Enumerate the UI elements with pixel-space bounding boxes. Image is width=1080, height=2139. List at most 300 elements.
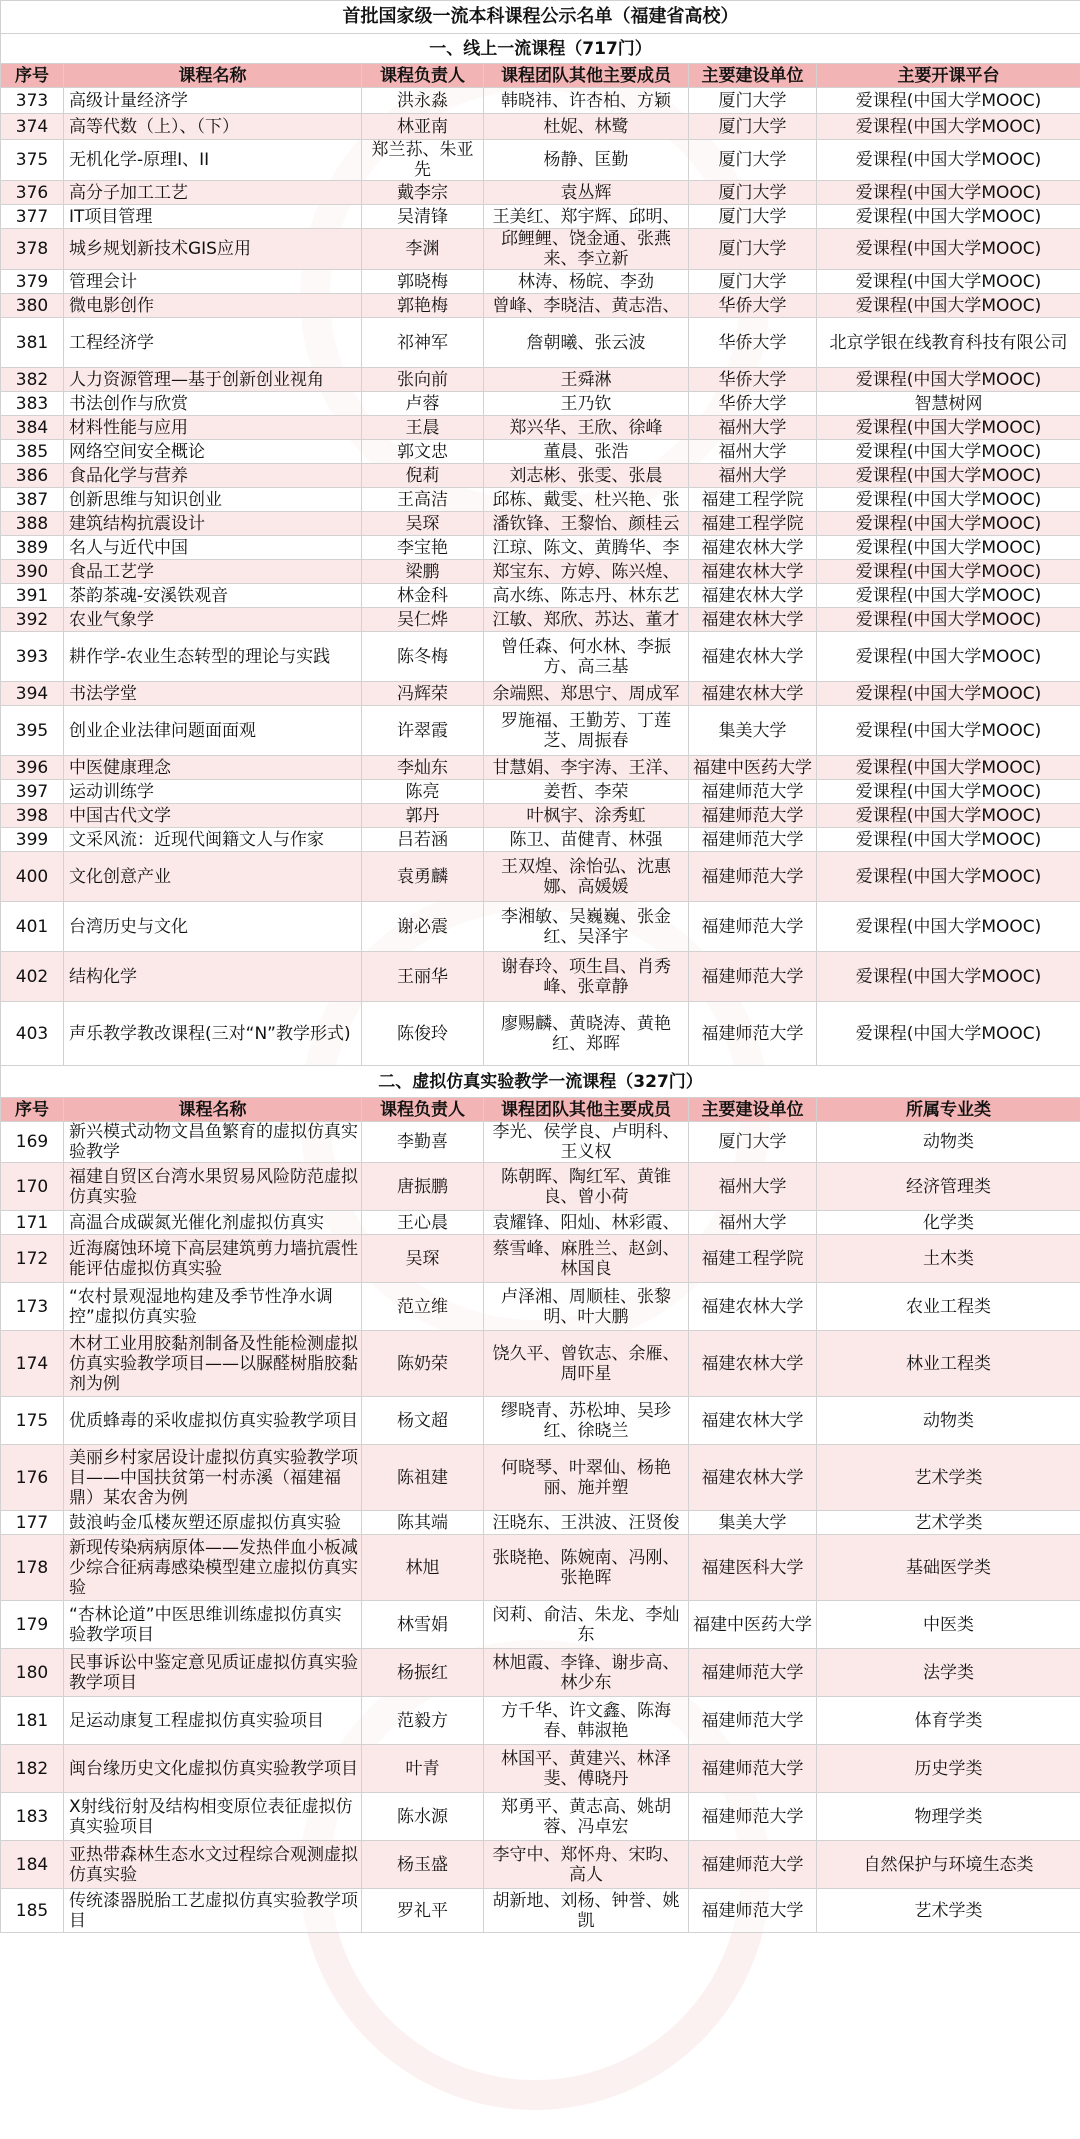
table-row xyxy=(1,368,1080,392)
seq-cell: 399 xyxy=(1,828,64,852)
course-name-cell: 高等代数（上）、（下） xyxy=(64,114,362,140)
table-row xyxy=(1,1331,1080,1397)
institution-cell: 福建师范大学 xyxy=(689,1889,817,1933)
seq-cell: 374 xyxy=(1,114,64,140)
course-name-cell: 新现传染病病原体——发热伴血小板减少综合征病毒感染模型建立虚拟仿真实验 xyxy=(64,1535,362,1601)
team-members-cell: 陈卫、苗健青、林强 xyxy=(484,828,689,852)
institution-cell: 福建农林大学 xyxy=(689,560,817,584)
seq-cell: 378 xyxy=(1,229,64,270)
leader-cell: 吴清锋 xyxy=(362,205,484,229)
platform-cell: 艺术学类 xyxy=(817,1511,1080,1535)
table-row xyxy=(1,1745,1080,1793)
seq-cell: 183 xyxy=(1,1793,64,1841)
team-members-cell: 李光、侯学良、卢明科、王义权 xyxy=(484,1122,689,1163)
column-header: 主要建设单位 xyxy=(689,1098,817,1122)
seq-cell: 391 xyxy=(1,584,64,608)
team-members-cell: 蔡雪峰、麻胜兰、赵剑、林国良 xyxy=(484,1235,689,1283)
course-name-cell: X射线衍射及结构相变原位表征虚拟仿真实验项目 xyxy=(64,1793,362,1841)
platform-cell: 基础医学类 xyxy=(817,1535,1080,1601)
table-row xyxy=(1,294,1080,318)
seq-cell: 388 xyxy=(1,512,64,536)
leader-cell: 祁神军 xyxy=(362,318,484,368)
table-row xyxy=(1,1445,1080,1511)
team-members-cell: 詹朝曦、张云波 xyxy=(484,318,689,368)
course-name-cell: “农村景观湿地构建及季节性净水调控”虚拟仿真实验 xyxy=(64,1283,362,1331)
table-row xyxy=(1,1397,1080,1445)
seq-cell: 170 xyxy=(1,1163,64,1211)
seq-cell: 382 xyxy=(1,368,64,392)
table-row xyxy=(1,756,1080,780)
platform-cell: 爱课程(中国大学MOOC) xyxy=(817,952,1080,1002)
seq-cell: 392 xyxy=(1,608,64,632)
course-name-cell: 微电影创作 xyxy=(64,294,362,318)
course-name-cell: 鼓浪屿金瓜楼灰塑还原虚拟仿真实验 xyxy=(64,1511,362,1535)
team-members-cell: 韩晓祎、许杏柏、方颖 xyxy=(484,88,689,114)
seq-cell: 380 xyxy=(1,294,64,318)
institution-cell: 福建中医药大学 xyxy=(689,1601,817,1649)
course-name-cell: 食品工艺学 xyxy=(64,560,362,584)
platform-cell: 爱课程(中国大学MOOC) xyxy=(817,512,1080,536)
seq-cell: 401 xyxy=(1,902,64,952)
column-header: 课程负责人 xyxy=(362,64,484,88)
seq-cell: 175 xyxy=(1,1397,64,1445)
team-members-cell: 邱栋、戴雯、杜兴艳、张 xyxy=(484,488,689,512)
institution-cell: 集美大学 xyxy=(689,706,817,756)
team-members-cell: 邱鲤鲤、饶金通、张燕来、李立新 xyxy=(484,229,689,270)
team-members-cell: 张晓艳、陈婉南、冯刚、张艳晖 xyxy=(484,1535,689,1601)
course-name-cell: 木材工业用胶黏剂制备及性能检测虚拟仿真实验教学项目——以脲醛树脂胶黏剂为例 xyxy=(64,1331,362,1397)
leader-cell: 吴琛 xyxy=(362,1235,484,1283)
team-members-cell: 林国平、黄建兴、林泽斐、傅晓丹 xyxy=(484,1745,689,1793)
course-name-cell: 耕作学-农业生态转型的理论与实践 xyxy=(64,632,362,682)
table-row xyxy=(1,1163,1080,1211)
platform-cell: 爱课程(中国大学MOOC) xyxy=(817,140,1080,181)
institution-cell: 集美大学 xyxy=(689,1511,817,1535)
institution-cell: 福建农林大学 xyxy=(689,608,817,632)
table-row xyxy=(1,88,1080,114)
platform-cell: 爱课程(中国大学MOOC) xyxy=(817,536,1080,560)
platform-cell: 爱课程(中国大学MOOC) xyxy=(817,828,1080,852)
institution-cell: 华侨大学 xyxy=(689,392,817,416)
table-row xyxy=(1,1697,1080,1745)
leader-cell: 陈冬梅 xyxy=(362,632,484,682)
course-name-cell: 近海腐蚀环境下高层建筑剪力墙抗震性能评估虚拟仿真实验 xyxy=(64,1235,362,1283)
course-name-cell: 高分子加工工艺 xyxy=(64,181,362,205)
team-members-cell: 王美红、郑宇辉、邱明、 xyxy=(484,205,689,229)
table-row xyxy=(1,780,1080,804)
leader-cell: 陈俊玲 xyxy=(362,1002,484,1066)
seq-cell: 376 xyxy=(1,181,64,205)
table-row xyxy=(1,1122,1080,1163)
table-row xyxy=(1,608,1080,632)
seq-cell: 395 xyxy=(1,706,64,756)
institution-cell: 福建工程学院 xyxy=(689,488,817,512)
course-name-cell: 书法学堂 xyxy=(64,682,362,706)
team-members-cell: 江敏、郑欣、苏达、董才 xyxy=(484,608,689,632)
leader-cell: 吕若涵 xyxy=(362,828,484,852)
seq-cell: 390 xyxy=(1,560,64,584)
institution-cell: 福建师范大学 xyxy=(689,902,817,952)
platform-cell: 爱课程(中国大学MOOC) xyxy=(817,488,1080,512)
seq-cell: 377 xyxy=(1,205,64,229)
platform-cell: 物理学类 xyxy=(817,1793,1080,1841)
institution-cell: 福建农林大学 xyxy=(689,1445,817,1511)
leader-cell: 卢蓉 xyxy=(362,392,484,416)
course-name-cell: 高温合成碳氮光催化剂虚拟仿真实 xyxy=(64,1211,362,1235)
table-row xyxy=(1,1283,1080,1331)
course-name-cell: 优质蜂毒的采收虚拟仿真实验教学项目 xyxy=(64,1397,362,1445)
platform-cell: 爱课程(中国大学MOOC) xyxy=(817,464,1080,488)
table-row xyxy=(1,804,1080,828)
platform-cell: 法学类 xyxy=(817,1649,1080,1697)
platform-cell: 爱课程(中国大学MOOC) xyxy=(817,682,1080,706)
institution-cell: 福建师范大学 xyxy=(689,828,817,852)
table-row xyxy=(1,952,1080,1002)
course-name-cell: 民事诉讼中鉴定意见质证虚拟仿真实验教学项目 xyxy=(64,1649,362,1697)
course-name-cell: 材料性能与应用 xyxy=(64,416,362,440)
table-row xyxy=(1,229,1080,270)
table-row xyxy=(1,1235,1080,1283)
leader-cell: 陈其端 xyxy=(362,1511,484,1535)
leader-cell: 郭文忠 xyxy=(362,440,484,464)
institution-cell: 福州大学 xyxy=(689,416,817,440)
platform-cell: 爱课程(中国大学MOOC) xyxy=(817,1002,1080,1066)
seq-cell: 387 xyxy=(1,488,64,512)
team-members-cell: 廖赐麟、黄晓涛、黄艳红、郑晖 xyxy=(484,1002,689,1066)
team-members-cell: 郑兴华、王欣、徐峰 xyxy=(484,416,689,440)
institution-cell: 福建农林大学 xyxy=(689,536,817,560)
table-row xyxy=(1,488,1080,512)
platform-cell: 爱课程(中国大学MOOC) xyxy=(817,181,1080,205)
institution-cell: 福建工程学院 xyxy=(689,512,817,536)
institution-cell: 福建师范大学 xyxy=(689,1841,817,1889)
platform-cell: 北京学银在线教育科技有限公司 xyxy=(817,318,1080,368)
seq-cell: 398 xyxy=(1,804,64,828)
course-name-cell: 文采风流：近现代闽籍文人与作家 xyxy=(64,828,362,852)
leader-cell: 李渊 xyxy=(362,229,484,270)
leader-cell: 郑兰荪、朱亚先 xyxy=(362,140,484,181)
seq-cell: 381 xyxy=(1,318,64,368)
team-members-cell: 叶枫宇、涂秀虹 xyxy=(484,804,689,828)
team-members-cell: 袁耀锋、阳灿、林彩霞、 xyxy=(484,1211,689,1235)
table-row xyxy=(1,1649,1080,1697)
leader-cell: 张向前 xyxy=(362,368,484,392)
section-title-row xyxy=(1,1066,1080,1098)
course-name-cell: 人力资源管理—基于创新创业视角 xyxy=(64,368,362,392)
platform-cell: 爱课程(中国大学MOOC) xyxy=(817,560,1080,584)
team-members-cell: 闵莉、俞洁、朱龙、李灿东 xyxy=(484,1601,689,1649)
team-members-cell: 刘志彬、张雯、张晨 xyxy=(484,464,689,488)
leader-cell: 梁鹏 xyxy=(362,560,484,584)
seq-cell: 176 xyxy=(1,1445,64,1511)
course-name-cell: 食品化学与营养 xyxy=(64,464,362,488)
institution-cell: 华侨大学 xyxy=(689,368,817,392)
table-row xyxy=(1,440,1080,464)
seq-cell: 177 xyxy=(1,1511,64,1535)
course-name-cell: 名人与近代中国 xyxy=(64,536,362,560)
platform-cell: 林业工程类 xyxy=(817,1331,1080,1397)
team-members-cell: 王乃钦 xyxy=(484,392,689,416)
table-row xyxy=(1,1889,1080,1933)
team-members-cell: 饶久平、曾钦志、余雁、周吓星 xyxy=(484,1331,689,1397)
course-name-cell: 足运动康复工程虚拟仿真实验项目 xyxy=(64,1697,362,1745)
platform-cell: 经济管理类 xyxy=(817,1163,1080,1211)
leader-cell: 袁勇麟 xyxy=(362,852,484,902)
leader-cell: 王丽华 xyxy=(362,952,484,1002)
seq-cell: 173 xyxy=(1,1283,64,1331)
team-members-cell: 余端熙、郑思宁、周成军 xyxy=(484,682,689,706)
leader-cell: 谢必震 xyxy=(362,902,484,952)
platform-cell: 艺术学类 xyxy=(817,1445,1080,1511)
course-name-cell: 中国古代文学 xyxy=(64,804,362,828)
course-name-cell: 农业气象学 xyxy=(64,608,362,632)
leader-cell: 吴仁烨 xyxy=(362,608,484,632)
platform-cell: 爱课程(中国大学MOOC) xyxy=(817,804,1080,828)
institution-cell: 福建师范大学 xyxy=(689,780,817,804)
institution-cell: 华侨大学 xyxy=(689,318,817,368)
team-members-cell: 林旭霞、李锋、谢步高、林少东 xyxy=(484,1649,689,1697)
platform-cell: 爱课程(中国大学MOOC) xyxy=(817,608,1080,632)
team-members-cell: 杨静、匡勤 xyxy=(484,140,689,181)
institution-cell: 厦门大学 xyxy=(689,205,817,229)
table-row xyxy=(1,902,1080,952)
seq-cell: 373 xyxy=(1,88,64,114)
platform-cell: 爱课程(中国大学MOOC) xyxy=(817,114,1080,140)
team-members-cell: 曾任森、何水林、李振方、高三基 xyxy=(484,632,689,682)
leader-cell: 李宝艳 xyxy=(362,536,484,560)
course-name-cell: 福建自贸区台湾水果贸易风险防范虚拟仿真实验 xyxy=(64,1163,362,1211)
leader-cell: 洪永淼 xyxy=(362,88,484,114)
team-members-cell: 杜妮、林鹭 xyxy=(484,114,689,140)
seq-cell: 185 xyxy=(1,1889,64,1933)
institution-cell: 福州大学 xyxy=(689,464,817,488)
team-members-cell: 汪晓东、王洪波、汪贤俊 xyxy=(484,1511,689,1535)
team-members-cell: 姜哲、李荣 xyxy=(484,780,689,804)
seq-cell: 394 xyxy=(1,682,64,706)
table-row xyxy=(1,852,1080,902)
platform-cell: 土木类 xyxy=(817,1235,1080,1283)
team-members-cell: 林涛、杨皖、李劲 xyxy=(484,270,689,294)
platform-cell: 动物类 xyxy=(817,1122,1080,1163)
table-row xyxy=(1,181,1080,205)
table-row xyxy=(1,1793,1080,1841)
platform-cell: 爱课程(中国大学MOOC) xyxy=(817,706,1080,756)
column-header: 主要开课平台 xyxy=(817,64,1080,88)
table-row xyxy=(1,318,1080,368)
table-row xyxy=(1,682,1080,706)
platform-cell: 爱课程(中国大学MOOC) xyxy=(817,229,1080,270)
course-name-cell: 亚热带森林生态水文过程综合观测虚拟仿真实验 xyxy=(64,1841,362,1889)
section-title: 二、虚拟仿真实验教学一流课程（327门） xyxy=(1,1066,1080,1098)
course-name-cell: 声乐教学教改课程(三对“N”教学形式) xyxy=(64,1002,362,1066)
table-row xyxy=(1,140,1080,181)
platform-cell: 爱课程(中国大学MOOC) xyxy=(817,584,1080,608)
course-name-cell: 建筑结构抗震设计 xyxy=(64,512,362,536)
platform-cell: 自然保护与环境生态类 xyxy=(817,1841,1080,1889)
table-row xyxy=(1,416,1080,440)
seq-cell: 383 xyxy=(1,392,64,416)
column-header: 主要建设单位 xyxy=(689,64,817,88)
leader-cell: 林旭 xyxy=(362,1535,484,1601)
leader-cell: 郭晓梅 xyxy=(362,270,484,294)
institution-cell: 福建工程学院 xyxy=(689,1235,817,1283)
table-row xyxy=(1,464,1080,488)
seq-cell: 384 xyxy=(1,416,64,440)
institution-cell: 福建中医药大学 xyxy=(689,756,817,780)
institution-cell: 厦门大学 xyxy=(689,229,817,270)
leader-cell: 陈水源 xyxy=(362,1793,484,1841)
course-name-cell: 闽台缘历史文化虚拟仿真实验教学项目 xyxy=(64,1745,362,1793)
course-name-cell: 文化创意产业 xyxy=(64,852,362,902)
leader-cell: 吴琛 xyxy=(362,512,484,536)
course-name-cell: 结构化学 xyxy=(64,952,362,1002)
institution-cell: 福州大学 xyxy=(689,1163,817,1211)
course-name-cell: 创新思维与知识创业 xyxy=(64,488,362,512)
course-name-cell: 无机化学-原理I、II xyxy=(64,140,362,181)
institution-cell: 厦门大学 xyxy=(689,181,817,205)
column-header: 所属专业类 xyxy=(817,1098,1080,1122)
platform-cell: 农业工程类 xyxy=(817,1283,1080,1331)
team-members-cell: 郑勇平、黄志高、姚胡蓉、冯卓宏 xyxy=(484,1793,689,1841)
leader-cell: 叶青 xyxy=(362,1745,484,1793)
platform-cell: 爱课程(中国大学MOOC) xyxy=(817,780,1080,804)
table-row xyxy=(1,536,1080,560)
column-header: 课程团队其他主要成员 xyxy=(484,1098,689,1122)
institution-cell: 福建农林大学 xyxy=(689,682,817,706)
seq-cell: 184 xyxy=(1,1841,64,1889)
platform-cell: 爱课程(中国大学MOOC) xyxy=(817,632,1080,682)
column-header: 课程名称 xyxy=(64,64,362,88)
leader-cell: 罗礼平 xyxy=(362,1889,484,1933)
institution-cell: 厦门大学 xyxy=(689,88,817,114)
leader-cell: 戴李宗 xyxy=(362,181,484,205)
table-row xyxy=(1,560,1080,584)
table-row xyxy=(1,114,1080,140)
team-members-cell: 胡新地、刘杨、钟誉、姚凯 xyxy=(484,1889,689,1933)
institution-cell: 福建师范大学 xyxy=(689,952,817,1002)
team-members-cell: 陈朝晖、陶红军、黄锥良、曾小荷 xyxy=(484,1163,689,1211)
team-members-cell: 谢春玲、项生昌、肖秀峰、张章静 xyxy=(484,952,689,1002)
leader-cell: 李勤喜 xyxy=(362,1122,484,1163)
institution-cell: 厦门大学 xyxy=(689,114,817,140)
team-members-cell: 李守中、郑怀舟、宋昀、高人 xyxy=(484,1841,689,1889)
institution-cell: 厦门大学 xyxy=(689,1122,817,1163)
seq-cell: 182 xyxy=(1,1745,64,1793)
course-name-cell: 中医健康理念 xyxy=(64,756,362,780)
course-name-cell: 美丽乡村家居设计虚拟仿真实验教学项目——中国扶贫第一村赤溪（福建福鼎）某农舍为例 xyxy=(64,1445,362,1511)
leader-cell: 唐振鹏 xyxy=(362,1163,484,1211)
leader-cell: 林金科 xyxy=(362,584,484,608)
seq-cell: 397 xyxy=(1,780,64,804)
table-row xyxy=(1,1002,1080,1066)
institution-cell: 福建农林大学 xyxy=(689,584,817,608)
institution-cell: 福建农林大学 xyxy=(689,1283,817,1331)
column-header: 课程名称 xyxy=(64,1098,362,1122)
table-row xyxy=(1,584,1080,608)
seq-cell: 178 xyxy=(1,1535,64,1601)
team-members-cell: 缪晓青、苏松坤、吴珍红、徐晓兰 xyxy=(484,1397,689,1445)
platform-cell: 动物类 xyxy=(817,1397,1080,1445)
section-title: 一、线上一流课程（717门） xyxy=(1,34,1080,64)
team-members-cell: 曾峰、李晓洁、黄志浩、 xyxy=(484,294,689,318)
institution-cell: 福建农林大学 xyxy=(689,1331,817,1397)
course-name-cell: 台湾历史与文化 xyxy=(64,902,362,952)
platform-cell: 爱课程(中国大学MOOC) xyxy=(817,440,1080,464)
leader-cell: 王晨 xyxy=(362,416,484,440)
team-members-cell: 袁丛辉 xyxy=(484,181,689,205)
table-row xyxy=(1,828,1080,852)
institution-cell: 厦门大学 xyxy=(689,140,817,181)
course-name-cell: “杏林论道”中医思维训练虚拟仿真实验教学项目 xyxy=(64,1601,362,1649)
table-row xyxy=(1,205,1080,229)
institution-cell: 福建师范大学 xyxy=(689,804,817,828)
platform-cell: 历史学类 xyxy=(817,1745,1080,1793)
institution-cell: 福建师范大学 xyxy=(689,852,817,902)
title-row xyxy=(1,1,1080,34)
team-members-cell: 李湘敏、吴巍巍、张金红、吴泽宇 xyxy=(484,902,689,952)
course-name-cell: 管理会计 xyxy=(64,270,362,294)
institution-cell: 福建农林大学 xyxy=(689,632,817,682)
table-row xyxy=(1,512,1080,536)
leader-cell: 倪莉 xyxy=(362,464,484,488)
platform-cell: 化学类 xyxy=(817,1211,1080,1235)
leader-cell: 陈奶荣 xyxy=(362,1331,484,1397)
leader-cell: 许翠霞 xyxy=(362,706,484,756)
team-members-cell: 潘钦锋、王黎怡、颜桂云 xyxy=(484,512,689,536)
institution-cell: 福建师范大学 xyxy=(689,1745,817,1793)
course-name-cell: 运动训练学 xyxy=(64,780,362,804)
course-name-cell: 网络空间安全概论 xyxy=(64,440,362,464)
table-row xyxy=(1,1211,1080,1235)
course-name-cell: 工程经济学 xyxy=(64,318,362,368)
institution-cell: 福建师范大学 xyxy=(689,1649,817,1697)
table-row xyxy=(1,1511,1080,1535)
team-members-cell: 董晨、张浩 xyxy=(484,440,689,464)
institution-cell: 福建农林大学 xyxy=(689,1397,817,1445)
table-row xyxy=(1,1841,1080,1889)
seq-cell: 379 xyxy=(1,270,64,294)
column-header: 课程团队其他主要成员 xyxy=(484,64,689,88)
leader-cell: 杨振红 xyxy=(362,1649,484,1697)
team-members-cell: 方千华、许文鑫、陈海春、韩淑艳 xyxy=(484,1697,689,1745)
seq-cell: 385 xyxy=(1,440,64,464)
team-members-cell: 何晓琴、叶翠仙、杨艳丽、施并塑 xyxy=(484,1445,689,1511)
seq-cell: 400 xyxy=(1,852,64,902)
leader-cell: 杨玉盛 xyxy=(362,1841,484,1889)
platform-cell: 中医类 xyxy=(817,1601,1080,1649)
section-title-row xyxy=(1,34,1080,64)
institution-cell: 福建师范大学 xyxy=(689,1793,817,1841)
column-header: 课程负责人 xyxy=(362,1098,484,1122)
course-name-cell: IT项目管理 xyxy=(64,205,362,229)
leader-cell: 李灿东 xyxy=(362,756,484,780)
table-row xyxy=(1,1535,1080,1601)
table-row xyxy=(1,632,1080,682)
platform-cell: 体育学类 xyxy=(817,1697,1080,1745)
leader-cell: 王心晨 xyxy=(362,1211,484,1235)
seq-cell: 180 xyxy=(1,1649,64,1697)
course-name-cell: 城乡规划新技术GIS应用 xyxy=(64,229,362,270)
leader-cell: 范立维 xyxy=(362,1283,484,1331)
platform-cell: 爱课程(中国大学MOOC) xyxy=(817,368,1080,392)
leader-cell: 郭丹 xyxy=(362,804,484,828)
team-members-cell: 甘慧娟、李宇涛、王洋、 xyxy=(484,756,689,780)
platform-cell: 爱课程(中国大学MOOC) xyxy=(817,416,1080,440)
leader-cell: 冯辉荣 xyxy=(362,682,484,706)
leader-cell: 林亚南 xyxy=(362,114,484,140)
course-name-cell: 传统漆器脱胎工艺虚拟仿真实验教学项目 xyxy=(64,1889,362,1933)
team-members-cell: 罗施福、王勤芳、丁莲芝、周振春 xyxy=(484,706,689,756)
